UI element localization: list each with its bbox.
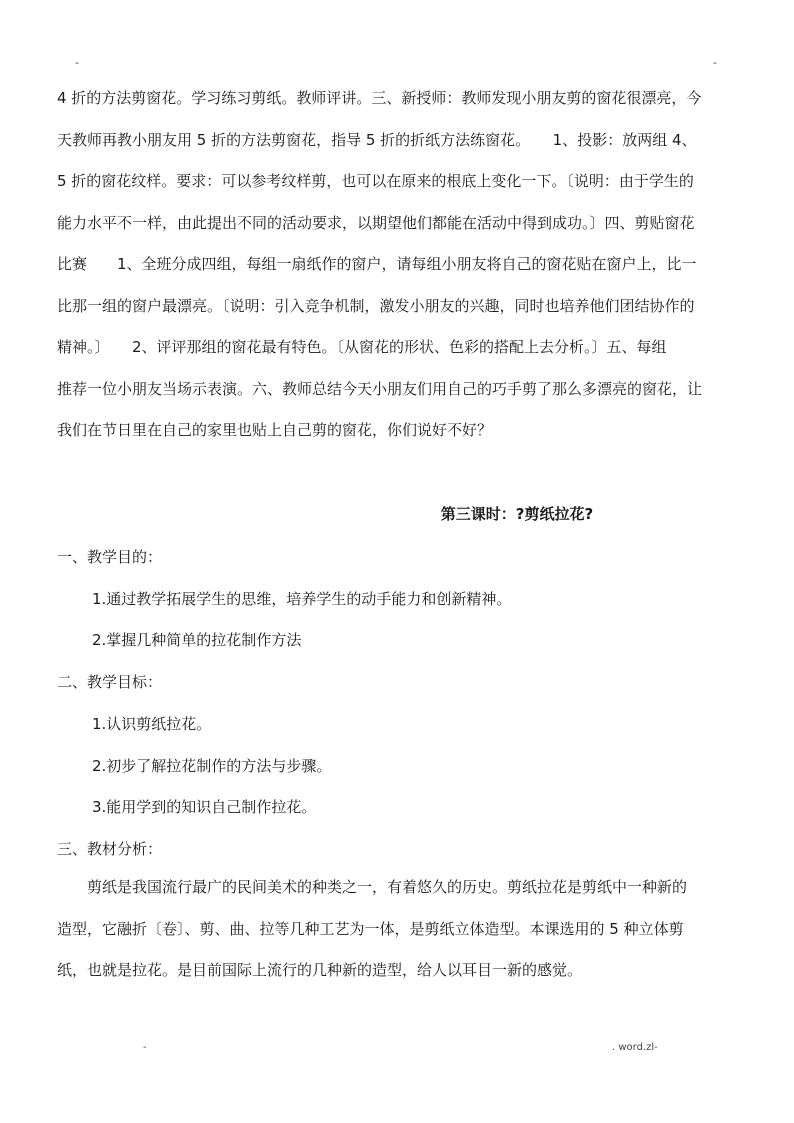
- paragraph-line: 造型，它融折〔卷〕、剪、曲、拉等几种工艺为一体，是剪纸立体造型。本课选用的 5 种立体剪: [57, 919, 684, 938]
- section-heading-purpose: 一、教学目的：: [57, 548, 163, 566]
- lesson-title: 第三课时：?剪纸拉花?: [440, 505, 594, 523]
- paragraph-line: 天教师再教小朋友用 5 折的方法剪窗花，指导 5 折的折纸方法练窗花。 1、投影：放两组 4、: [57, 130, 697, 149]
- intro-paragraph: [57, 78, 740, 452]
- footer-right-text: . word.zl-: [612, 1042, 658, 1053]
- paragraph-line: 剪纸是我国流行最广的民间美术的种类之一，有着悠久的历史。剪纸拉花是剪纸中一种新的: [57, 878, 688, 896]
- section-heading-analysis: 三、教材分析：: [57, 840, 163, 858]
- analysis-paragraph: [57, 867, 740, 992]
- header-right-mark: -: [713, 56, 717, 69]
- paragraph-line: 纸，也就是拉花。是目前国际上流行的几种新的造型，给人以耳目一新的感觉。: [57, 961, 583, 979]
- paragraph-line: 5 折的窗花纹样。要求：可以参考纹样剪，也可以在原来的根底上变化一下。〔说明：由于学生的: [57, 172, 694, 190]
- list-item: 1.认识剪纸拉花。: [92, 715, 212, 733]
- footer-left-mark: -: [143, 1042, 147, 1053]
- paragraph-line: 能力水平不一样，由此提出不同的活动要求，以期望他们都能在活动中得到成功。〕四、剪贴窗花: [57, 213, 695, 232]
- paragraph-line: 精神。〕 2、评评那组的窗花最有特色。〔从窗花的形状、色彩的搭配上去分析。〕五、每组: [57, 338, 667, 356]
- section-heading-goals: 二、教学目标：: [57, 673, 163, 691]
- paragraph-line: 4 折的方法剪窗花。学习练习剪纸。教师评讲。三、新授师：教师发现小朋友剪的窗花很漂亮，今: [57, 89, 702, 107]
- list-item: 2.初步了解拉花制作的方法与步骤。: [92, 757, 332, 775]
- list-item: 3.能用学到的知识自己制作拉花。: [92, 798, 317, 816]
- paragraph-line: 比赛 1、全班分成四组，每组一扇纸作的窗户，请每组小朋友将自己的窗花贴在窗户上，比一: [57, 255, 697, 273]
- paragraph-line: 比那一组的窗户最漂亮。〔说明：引入竞争机制，激发小朋友的兴趣，同时也培养他们团结协作的: [57, 296, 695, 315]
- list-item: 1.通过教学拓展学生的思维，培养学生的动手能力和创新精神。: [92, 590, 512, 608]
- header-left-mark: -: [75, 56, 79, 69]
- paragraph-line: 推荐一位小朋友当场示表演。六、教师总结今天小朋友们用自己的巧手剪了那么多漂亮的窗花，让: [57, 379, 703, 398]
- paragraph-line: 我们在节日里在自己的家里也贴上自己剪的窗花，你们说好不好？: [57, 421, 493, 439]
- list-item: 2.掌握几种简单的拉花制作方法: [92, 631, 302, 649]
